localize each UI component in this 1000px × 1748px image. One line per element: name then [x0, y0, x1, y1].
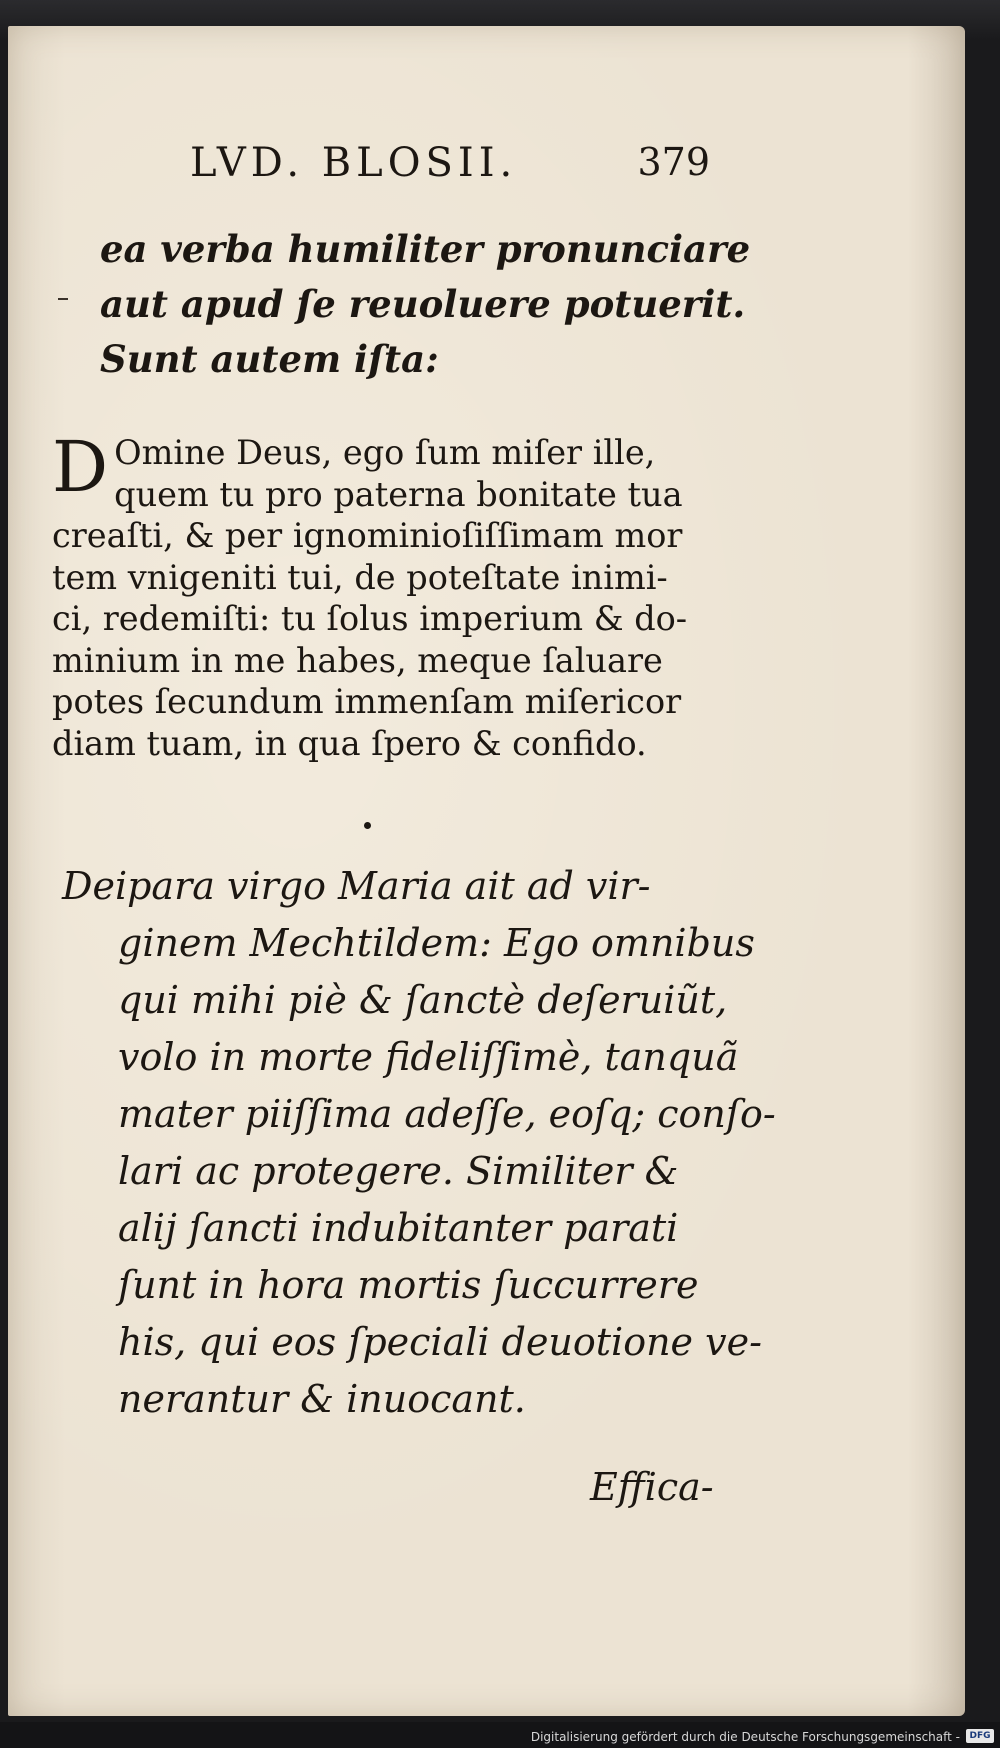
mary-paragraph	[62, 858, 776, 1428]
section-ornament	[364, 822, 371, 829]
prayer-line: tem vnigeniti tui, de poteſtate inimi-	[52, 557, 668, 597]
catchword: Effica-	[590, 1465, 714, 1509]
page-header	[190, 140, 710, 200]
passage-line: volo in morte fideliſſimè, tanquã	[118, 1035, 739, 1079]
prayer-line: minium in me habes, meque ſaluare	[52, 640, 663, 680]
passage-line: nerantur & inuocant.	[118, 1377, 526, 1421]
dfg-logo-icon: DFG	[966, 1729, 994, 1743]
passage-line: his, qui eos ſpeciali deuotione ve-	[118, 1320, 762, 1364]
intro-line: ea verba humiliter pronunciare	[100, 227, 751, 271]
passage-line: ſunt in hora mortis ſuccurrere	[118, 1263, 699, 1307]
footer-bar	[0, 1722, 1000, 1748]
passage-line: Deipara virgo Maria ait ad vir-	[62, 864, 651, 908]
page-number: 379	[637, 140, 710, 184]
prayer-line: potes ſecundum immenſam miſericor	[52, 682, 682, 721]
passage-line: qui mihi piè & ſanctè deſeruiũt,	[118, 978, 728, 1022]
prayer-paragraph	[52, 426, 732, 764]
funding-credit: Digitalisierung gefördert durch die Deutsche Forschungsgemeinschaft -	[530, 1730, 960, 1744]
intro-line: aut apud ſe reuoluere potuerit.	[100, 282, 746, 326]
passage-line: ginem Mechtildem: Ego omnibus	[118, 921, 755, 965]
prayer-line: Omine Deus, ego ſum miſer ille,	[114, 433, 656, 472]
running-title: LVD. BLOSII.	[190, 140, 518, 186]
prayer-line: quem tu pro paterna bonitate tua	[114, 474, 683, 514]
intro-paragraph	[100, 222, 751, 387]
prayer-line: creaſti, & per ignominioſiſſimam mor	[52, 516, 683, 555]
prayer-line: ci, redemiſti: tu ſolus imperium & do-	[52, 599, 688, 638]
intro-line: Sunt autem iſta:	[100, 337, 439, 381]
prayer-line: diam tuam, in qua ſpero & confido.	[52, 723, 647, 763]
drop-cap: D	[52, 426, 109, 508]
margin-mark	[58, 298, 68, 300]
passage-line: lari ac protegere. Similiter &	[118, 1149, 679, 1193]
passage-line: alij ſancti indubitanter parati	[118, 1206, 679, 1250]
passage-line: mater piiſſima adeſſe, eoſq; conſo-	[118, 1092, 776, 1136]
